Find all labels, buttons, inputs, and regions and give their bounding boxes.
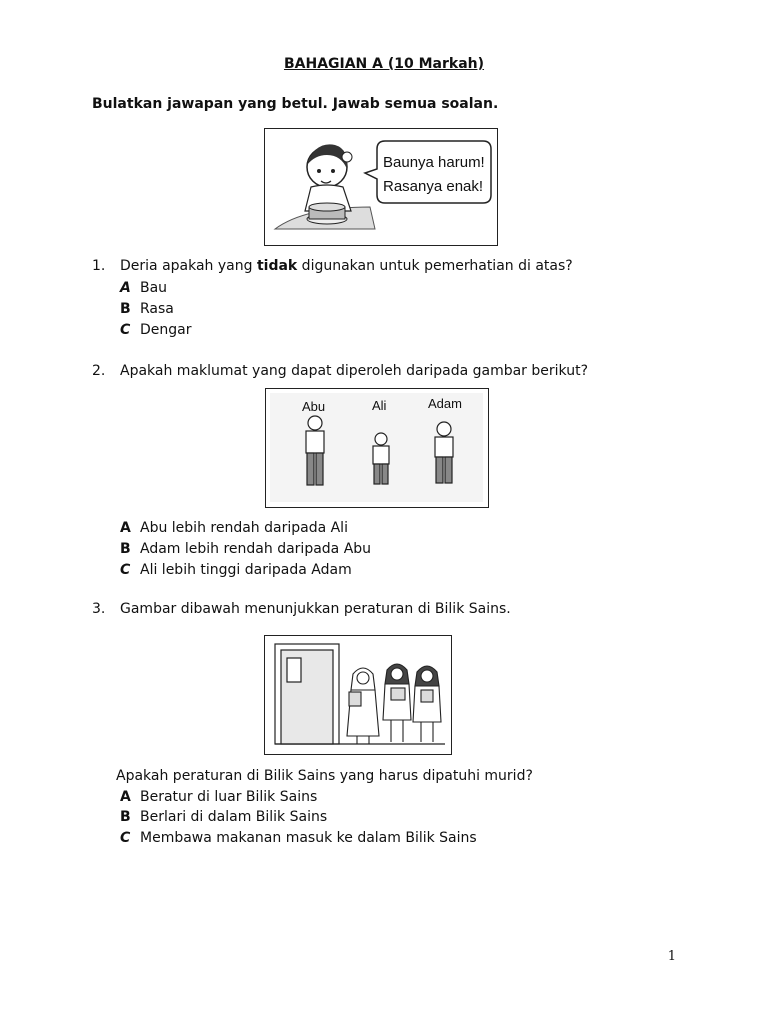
question-1-option-c[interactable] bbox=[120, 322, 192, 338]
option-text: Dengar bbox=[140, 322, 192, 338]
page-number: 1 bbox=[667, 949, 676, 964]
option-text: Rasa bbox=[140, 301, 174, 317]
question-3-option-b[interactable] bbox=[120, 809, 327, 825]
question-2-number: 2. bbox=[92, 363, 106, 379]
speech-line-2: Rasanya enak! bbox=[383, 178, 484, 195]
question-1-text bbox=[120, 258, 573, 274]
girl-cake-illustration bbox=[265, 129, 496, 244]
question-3-sub-question: Apakah peraturan di Bilik Sains yang harus dipatuhi murid? bbox=[116, 768, 533, 784]
question-2-text: Apakah maklumat yang dapat diperoleh daripada gambar berikut? bbox=[120, 363, 588, 379]
question-1-option-b[interactable] bbox=[120, 301, 174, 317]
cake-illustration bbox=[307, 203, 347, 224]
label-ali: Ali bbox=[372, 398, 387, 413]
option-letter: A bbox=[120, 280, 131, 296]
three-boys-illustration bbox=[266, 389, 487, 506]
instruction-text: Bulatkan jawapan yang betul. Jawab semua soalan. bbox=[92, 96, 499, 112]
question-3-number: 3. bbox=[92, 601, 106, 617]
question-3-option-a[interactable] bbox=[120, 789, 317, 805]
label-abu: Abu bbox=[302, 399, 326, 414]
question-3-text: Gambar dibawah menunjukkan peraturan di Bilik Sains. bbox=[120, 601, 511, 617]
student-1 bbox=[347, 668, 379, 744]
speech-line-1: Baunya harum! bbox=[383, 154, 485, 171]
option-letter: B bbox=[120, 809, 131, 825]
figure-science-room bbox=[264, 635, 452, 755]
question-1-text-after: digunakan untuk pemerhatian di atas? bbox=[297, 258, 573, 274]
option-letter: B bbox=[120, 301, 131, 317]
option-letter: C bbox=[120, 830, 131, 846]
question-2-option-a[interactable] bbox=[120, 520, 348, 536]
student-2 bbox=[383, 664, 411, 742]
option-letter: C bbox=[120, 322, 131, 338]
option-text: Ali lebih tinggi daripada Adam bbox=[140, 562, 352, 578]
question-1-number: 1. bbox=[92, 258, 106, 274]
speech-bubble bbox=[365, 141, 491, 203]
option-text: Beratur di luar Bilik Sains bbox=[140, 789, 318, 805]
label-adam: Adam bbox=[428, 396, 462, 411]
section-title: BAHAGIAN A (10 Markah) bbox=[283, 56, 485, 72]
question-1-bold-word: tidak bbox=[256, 258, 298, 274]
option-text: Bau bbox=[140, 280, 168, 296]
question-1-option-a[interactable] bbox=[120, 280, 167, 296]
option-letter: C bbox=[120, 562, 131, 578]
option-text: Membawa makanan masuk ke dalam Bilik Sains bbox=[140, 830, 477, 846]
figure-height-comparison bbox=[265, 388, 489, 508]
question-1-text-before: Deria apakah yang bbox=[120, 258, 257, 274]
option-text: Abu lebih rendah daripada Ali bbox=[140, 520, 348, 536]
option-letter: A bbox=[120, 789, 131, 805]
option-text: Berlari di dalam Bilik Sains bbox=[140, 809, 328, 825]
student-3 bbox=[413, 666, 441, 742]
question-2-option-b[interactable] bbox=[120, 541, 371, 557]
question-3-option-c[interactable] bbox=[120, 830, 477, 846]
science-room-illustration bbox=[265, 636, 450, 753]
option-letter: B bbox=[120, 541, 131, 557]
question-2-option-c[interactable] bbox=[120, 562, 352, 578]
figure-girl-cake bbox=[264, 128, 498, 246]
option-text: Adam lebih rendah daripada Abu bbox=[140, 541, 372, 557]
option-letter: A bbox=[120, 520, 131, 536]
